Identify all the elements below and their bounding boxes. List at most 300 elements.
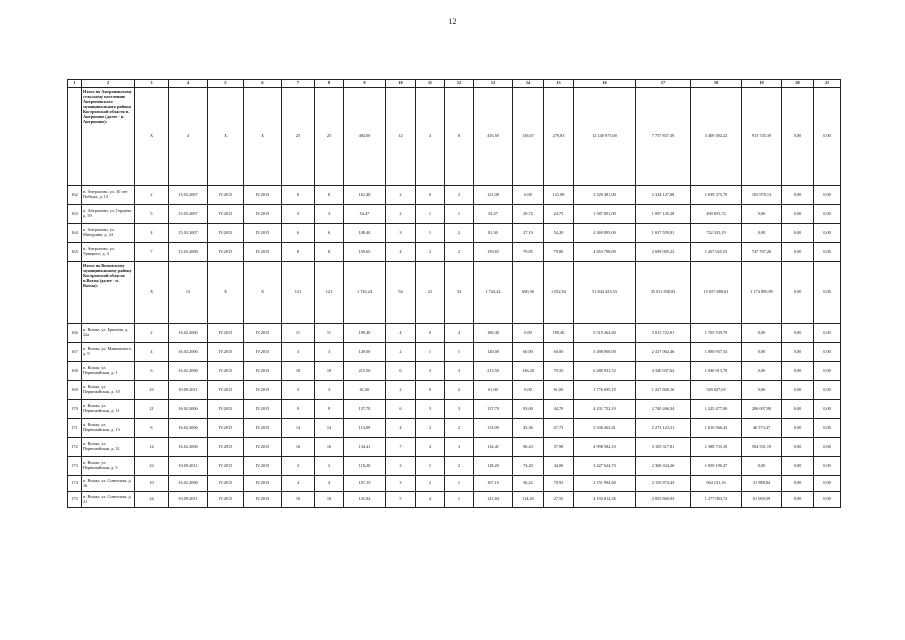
- value-cell: 0,00: [814, 362, 841, 381]
- value-cell: 0,00: [782, 381, 814, 400]
- value-cell: 61,00: [544, 381, 574, 400]
- row-number-cell: 171: [68, 419, 82, 438]
- value-cell: 121: [315, 262, 344, 324]
- row-number-cell: 165: [68, 243, 82, 262]
- value-cell: 0,00: [782, 88, 814, 186]
- value-cell: IV.2015: [208, 492, 244, 508]
- value-cell: 215,50: [344, 362, 386, 381]
- value-cell: 61,00: [474, 381, 513, 400]
- value-cell: IV.2015: [244, 243, 282, 262]
- column-number-cell: 14: [513, 80, 544, 88]
- value-cell: 189,40: [344, 324, 386, 343]
- column-number-cell: 21: [814, 80, 841, 88]
- value-cell: 36,22: [513, 476, 544, 492]
- value-cell: 8: [315, 243, 344, 262]
- value-cell: 7: [135, 243, 169, 262]
- value-cell: IV.2015: [244, 324, 282, 343]
- value-cell: 3: [282, 205, 315, 224]
- value-cell: 0,00: [742, 205, 782, 224]
- value-cell: IV.2015: [208, 224, 244, 243]
- value-cell: 16.02.2006: [169, 362, 208, 381]
- value-cell: IV.2015: [208, 343, 244, 362]
- value-cell: 3 336 263,41: [574, 419, 636, 438]
- value-cell: X: [135, 262, 169, 324]
- column-number-cell: 3: [135, 80, 169, 88]
- value-cell: 0,00: [782, 243, 814, 262]
- value-cell: 18: [282, 362, 315, 381]
- value-cell: 2 368 434,26: [636, 457, 691, 476]
- value-cell: 60,00: [513, 343, 544, 362]
- value-cell: 2 740 266,34: [636, 400, 691, 419]
- value-cell: 29,72: [513, 205, 544, 224]
- value-cell: 27,55: [544, 492, 574, 508]
- value-cell: IV.2015: [244, 362, 282, 381]
- value-cell: 159,65: [344, 243, 386, 262]
- value-cell: 8: [445, 88, 474, 186]
- value-cell: 0,00: [814, 400, 841, 419]
- address-cell: п. Вохма, ул. Первомайская, д. 10: [82, 381, 135, 400]
- value-cell: 4: [445, 324, 474, 343]
- value-cell: 3: [315, 457, 344, 476]
- value-cell: 141,84: [474, 492, 513, 508]
- value-cell: 0,00: [782, 476, 814, 492]
- value-cell: 1 743,24: [474, 262, 513, 324]
- value-cell: 120,00: [474, 343, 513, 362]
- value-cell: 5: [135, 205, 169, 224]
- value-cell: 1: [445, 492, 474, 508]
- value-cell: 2: [135, 324, 169, 343]
- row-number-cell: 173: [68, 457, 82, 476]
- value-cell: 60,00: [544, 343, 574, 362]
- value-cell: 10: [135, 476, 169, 492]
- value-cell: 27,10: [513, 224, 544, 243]
- value-cell: 1 940 913,70: [691, 362, 742, 381]
- table-row: [68, 457, 841, 476]
- value-cell: 0,00: [782, 262, 814, 324]
- value-cell: 3 813 722,81: [636, 324, 691, 343]
- value-cell: 15.03.2007: [169, 205, 208, 224]
- value-cell: 0,00: [814, 262, 841, 324]
- value-cell: 108,40: [344, 224, 386, 243]
- value-cell: 9: [282, 400, 315, 419]
- column-number-cell: 19: [742, 80, 782, 88]
- value-cell: 121,08: [474, 186, 513, 205]
- value-cell: 0: [416, 324, 445, 343]
- value-cell: 16.02.2006: [169, 400, 208, 419]
- value-cell: 61,00: [344, 381, 386, 400]
- value-cell: 6 280 931,52: [574, 362, 636, 381]
- row-number-cell: 166: [68, 324, 82, 343]
- value-cell: 3: [445, 362, 474, 381]
- column-number-cell: 6: [244, 80, 282, 88]
- value-cell: 2 699 005,22: [636, 243, 691, 262]
- value-cell: 1 039 375,79: [691, 186, 742, 205]
- value-cell: 15 657 688,61: [691, 262, 742, 324]
- value-cell: 134,41: [344, 438, 386, 457]
- value-cell: IV.2015: [244, 205, 282, 224]
- value-cell: 4: [386, 419, 416, 438]
- value-cell: 4: [416, 438, 445, 457]
- row-number-cell: 164: [68, 224, 82, 243]
- value-cell: 189,40: [474, 324, 513, 343]
- value-cell: 11: [315, 324, 344, 343]
- value-cell: 15.03.2008: [169, 243, 208, 262]
- value-cell: 1 059 190,47: [691, 457, 742, 476]
- value-cell: 4: [169, 88, 208, 186]
- value-cell: IV.2015: [208, 476, 244, 492]
- value-cell: IV.2015: [208, 324, 244, 343]
- value-cell: IV.2015: [244, 343, 282, 362]
- value-cell: 0,00: [782, 362, 814, 381]
- value-cell: 4: [135, 343, 169, 362]
- value-cell: 0,00: [782, 324, 814, 343]
- column-number-cell: 16: [574, 80, 636, 88]
- column-number-cell: 4: [169, 80, 208, 88]
- value-cell: 0,00: [742, 457, 782, 476]
- value-cell: 2 417 062,46: [636, 343, 691, 362]
- value-cell: IV.2015: [208, 362, 244, 381]
- value-cell: 2: [416, 419, 445, 438]
- row-number-cell: 172: [68, 438, 82, 457]
- value-cell: 159,65: [474, 243, 513, 262]
- value-cell: 79,35: [544, 362, 574, 381]
- column-number-cell: 9: [344, 80, 386, 88]
- value-cell: 0,00: [513, 324, 544, 343]
- value-cell: 15.03.2007: [169, 186, 208, 205]
- value-cell: 16.02.2006: [169, 438, 208, 457]
- value-cell: 504 531,19: [742, 438, 782, 457]
- value-cell: 0,00: [782, 343, 814, 362]
- row-number-cell: 167: [68, 343, 82, 362]
- value-cell: 21: [135, 400, 169, 419]
- row-number-cell: 174: [68, 476, 82, 492]
- value-cell: 1 743,24: [344, 262, 386, 324]
- value-cell: IV.2015: [244, 457, 282, 476]
- value-cell: 0,00: [814, 243, 841, 262]
- value-cell: 5: [386, 492, 416, 508]
- address-cell: п. Вохма, ул. Первомайская, д. 5: [82, 457, 135, 476]
- address-cell: п. Вохма, ул. Советская, д. 21: [82, 492, 135, 508]
- column-number-cell: 18: [691, 80, 742, 88]
- value-cell: IV.2015: [208, 400, 244, 419]
- value-cell: 0,00: [742, 381, 782, 400]
- value-cell: 8: [282, 186, 315, 205]
- value-cell: 3: [315, 205, 344, 224]
- value-cell: 1 016 566,43: [691, 419, 742, 438]
- value-cell: IV.2015: [244, 476, 282, 492]
- value-cell: 0,00: [782, 186, 814, 205]
- column-number-cell: 17: [636, 80, 691, 88]
- value-cell: 70,93: [544, 476, 574, 492]
- value-cell: 118,20: [344, 457, 386, 476]
- value-cell: 0,00: [814, 88, 841, 186]
- value-cell: 2: [135, 186, 169, 205]
- value-cell: 1: [416, 457, 445, 476]
- value-cell: 1: [416, 343, 445, 362]
- value-cell: 3: [386, 476, 416, 492]
- row-number-cell: 168: [68, 362, 82, 381]
- column-number-cell: 8: [315, 80, 344, 88]
- value-cell: 107,15: [344, 476, 386, 492]
- value-cell: 22: [135, 457, 169, 476]
- value-cell: 2: [386, 381, 416, 400]
- value-cell: 6: [386, 362, 416, 381]
- value-cell: 2 273 123,51: [636, 419, 691, 438]
- value-cell: 44,70: [544, 400, 574, 419]
- value-cell: 3: [315, 343, 344, 362]
- value-cell: 21: [416, 262, 445, 324]
- value-cell: 16: [282, 492, 315, 508]
- value-cell: 4: [386, 324, 416, 343]
- value-cell: 2: [386, 186, 416, 205]
- address-cell: Итого по Антроповскому сельскому поселению Антроповского муниципального района Костромской области п. Антропово (далее - п. Антропово):: [82, 88, 135, 186]
- value-cell: 2 155 874,43: [636, 476, 691, 492]
- value-cell: 121,08: [544, 186, 574, 205]
- value-cell: 114,29: [513, 492, 544, 508]
- subtotal-row: [68, 262, 841, 324]
- value-cell: 4: [282, 476, 315, 492]
- value-cell: 16.02.2006: [169, 419, 208, 438]
- value-cell: 0,00: [742, 343, 782, 362]
- table-row: [68, 224, 841, 243]
- value-cell: IV.2015: [244, 400, 282, 419]
- value-cell: 10.09.2011: [169, 381, 208, 400]
- value-cell: IV.2015: [244, 438, 282, 457]
- table-row: [68, 362, 841, 381]
- row-number-cell: 163: [68, 205, 82, 224]
- value-cell: 23: [135, 381, 169, 400]
- value-cell: 6: [315, 224, 344, 243]
- value-cell: 54,20: [544, 224, 574, 243]
- value-cell: 189,40: [544, 324, 574, 343]
- value-cell: 3 427 624,73: [574, 457, 636, 476]
- column-number-cell: 7: [282, 80, 315, 88]
- value-cell: 18: [315, 362, 344, 381]
- row-number-cell: [68, 262, 82, 324]
- value-cell: 0,00: [513, 381, 544, 400]
- value-cell: 4 340 037,62: [636, 362, 691, 381]
- value-cell: 0,00: [782, 224, 814, 243]
- page-number: 12: [448, 17, 457, 26]
- table-row: [68, 438, 841, 457]
- value-cell: 7 757 837,39: [636, 88, 691, 186]
- value-cell: 215,50: [474, 362, 513, 381]
- table-row: [68, 324, 841, 343]
- value-cell: 15.03.2007: [169, 224, 208, 243]
- value-cell: 286 007,80: [742, 400, 782, 419]
- value-cell: 25: [315, 88, 344, 186]
- value-cell: 0,00: [742, 224, 782, 243]
- value-cell: 2 324 127,08: [636, 186, 691, 205]
- address-cell: п. Антропово, ул. Герцена, д. 59: [82, 205, 135, 224]
- value-cell: 1 705 539,79: [691, 324, 742, 343]
- value-cell: 121: [282, 262, 315, 324]
- value-cell: IV.2015: [208, 243, 244, 262]
- value-cell: 54: [386, 262, 416, 324]
- value-cell: 0,00: [742, 362, 782, 381]
- value-cell: 6: [386, 400, 416, 419]
- value-cell: 2: [416, 476, 445, 492]
- value-cell: 118,20: [474, 457, 513, 476]
- value-cell: 96,43: [513, 438, 544, 457]
- value-cell: 161,48: [344, 186, 386, 205]
- address-cell: п. Антропово, ул. Урицкого, д. 3: [82, 243, 135, 262]
- value-cell: 136,67: [513, 88, 544, 186]
- value-cell: 13: [169, 262, 208, 324]
- value-cell: 416,50: [474, 88, 513, 186]
- value-cell: 8: [315, 186, 344, 205]
- value-cell: IV.2015: [208, 205, 244, 224]
- value-cell: 1 207 025,52: [691, 243, 742, 262]
- value-cell: 4: [386, 243, 416, 262]
- value-cell: 0,00: [814, 205, 841, 224]
- value-cell: 3: [416, 400, 445, 419]
- value-cell: 0,00: [782, 419, 814, 438]
- value-cell: 0,00: [782, 457, 814, 476]
- row-number-cell: 169: [68, 381, 82, 400]
- subtotal-row: [68, 88, 841, 186]
- value-cell: 4 653 798,00: [574, 243, 636, 262]
- value-cell: 12: [386, 88, 416, 186]
- value-cell: 9: [315, 400, 344, 419]
- value-cell: IV.2015: [244, 224, 282, 243]
- column-number-cell: 20: [782, 80, 814, 88]
- value-cell: 2 855 660,93: [636, 492, 691, 508]
- value-cell: 0,00: [782, 438, 814, 457]
- value-cell: 3: [445, 438, 474, 457]
- value-cell: 4: [416, 492, 445, 508]
- value-cell: 4: [315, 476, 344, 492]
- value-cell: 14: [282, 419, 315, 438]
- value-cell: 0,00: [782, 205, 814, 224]
- value-cell: 1 388 733,10: [691, 438, 742, 457]
- value-cell: 16.02.2006: [169, 343, 208, 362]
- value-cell: 120,00: [344, 343, 386, 362]
- value-cell: 2: [445, 381, 474, 400]
- value-cell: 24,75: [544, 205, 574, 224]
- value-cell: 0,00: [814, 492, 841, 508]
- value-cell: 10.09.2011: [169, 457, 208, 476]
- value-cell: IV.2015: [244, 186, 282, 205]
- value-cell: 137,70: [344, 400, 386, 419]
- table-row: [68, 186, 841, 205]
- value-cell: 1 637 559,81: [636, 224, 691, 243]
- column-number-cell: 10: [386, 80, 416, 88]
- value-cell: 0,00: [814, 419, 841, 438]
- value-cell: 1: [416, 224, 445, 243]
- value-cell: 6: [282, 224, 315, 243]
- address-cell: п. Вохма, ул. Первомайская, д. 11: [82, 400, 135, 419]
- value-cell: 54,47: [344, 205, 386, 224]
- value-cell: X: [135, 88, 169, 186]
- value-cell: 0,00: [814, 343, 841, 362]
- value-cell: 3: [315, 381, 344, 400]
- value-cell: 2: [445, 186, 474, 205]
- value-cell: IV.2015: [208, 457, 244, 476]
- value-cell: 4 998 582,10: [574, 438, 636, 457]
- value-cell: 690,30: [513, 262, 544, 324]
- value-cell: 3: [386, 224, 416, 243]
- value-cell: 24: [135, 492, 169, 508]
- value-cell: 1: [416, 205, 445, 224]
- value-cell: 0: [416, 186, 445, 205]
- value-cell: 0,00: [513, 186, 544, 205]
- value-cell: 490 655,72: [691, 205, 742, 224]
- value-cell: 0,00: [814, 324, 841, 343]
- table-row: [68, 381, 841, 400]
- value-cell: 79,85: [513, 243, 544, 262]
- value-cell: 0: [416, 381, 445, 400]
- value-cell: 2 369 895,00: [574, 224, 636, 243]
- table-row: [68, 419, 841, 438]
- value-cell: 1: [445, 343, 474, 362]
- value-cell: 2: [445, 419, 474, 438]
- value-cell: 4: [135, 224, 169, 243]
- value-cell: 747 767,26: [742, 243, 782, 262]
- value-cell: 3 469 392,22: [691, 88, 742, 186]
- value-cell: 484,00: [344, 88, 386, 186]
- value-cell: 279,83: [544, 88, 574, 186]
- value-cell: 1: [445, 476, 474, 492]
- value-cell: 0,00: [814, 438, 841, 457]
- value-cell: IV.2015: [208, 186, 244, 205]
- value-cell: IV.2015: [208, 438, 244, 457]
- value-cell: IV.2015: [208, 381, 244, 400]
- value-cell: 81,30: [474, 224, 513, 243]
- column-number-cell: 1: [68, 80, 82, 88]
- value-cell: 4 231 752,19: [574, 400, 636, 419]
- value-cell: 25: [282, 88, 315, 186]
- value-cell: 3: [282, 457, 315, 476]
- value-cell: 0,00: [814, 476, 841, 492]
- value-cell: 1 277 083,74: [691, 492, 742, 508]
- value-cell: 0,00: [814, 224, 841, 243]
- value-cell: 2: [386, 343, 416, 362]
- column-number-row: [68, 80, 841, 88]
- housing-table: [67, 79, 841, 508]
- value-cell: 3 498 000,00: [574, 343, 636, 362]
- row-number-cell: [68, 88, 82, 186]
- value-cell: 16: [315, 438, 344, 457]
- value-cell: 732 335,19: [691, 224, 742, 243]
- value-cell: 4 193 814,26: [574, 492, 636, 508]
- value-cell: 1 587 801,00: [574, 205, 636, 224]
- value-cell: 2: [445, 224, 474, 243]
- value-cell: 8: [282, 243, 315, 262]
- address-cell: п. Вохма, ул. Первомайская, д. 31: [82, 438, 135, 457]
- value-cell: 2: [445, 243, 474, 262]
- table-row: [68, 492, 841, 508]
- value-cell: 0,00: [742, 324, 782, 343]
- value-cell: 3 529 481,00: [574, 186, 636, 205]
- column-number-cell: 15: [544, 80, 574, 88]
- value-cell: 3 105 317,81: [636, 438, 691, 457]
- value-cell: 136,20: [513, 362, 544, 381]
- value-cell: 51 844 423,33: [574, 262, 636, 324]
- column-number-cell: 12: [445, 80, 474, 88]
- value-cell: 44,00: [544, 457, 574, 476]
- value-cell: 134,41: [474, 438, 513, 457]
- row-number-cell: 170: [68, 400, 82, 419]
- value-cell: 6: [135, 362, 169, 381]
- column-number-cell: 13: [474, 80, 513, 88]
- value-cell: 113,09: [474, 419, 513, 438]
- value-cell: 1 080 937,54: [691, 343, 742, 362]
- value-cell: 14: [135, 438, 169, 457]
- value-cell: 0,00: [814, 186, 841, 205]
- value-cell: 1 776 695,19: [574, 381, 636, 400]
- value-cell: IV.2015: [244, 492, 282, 508]
